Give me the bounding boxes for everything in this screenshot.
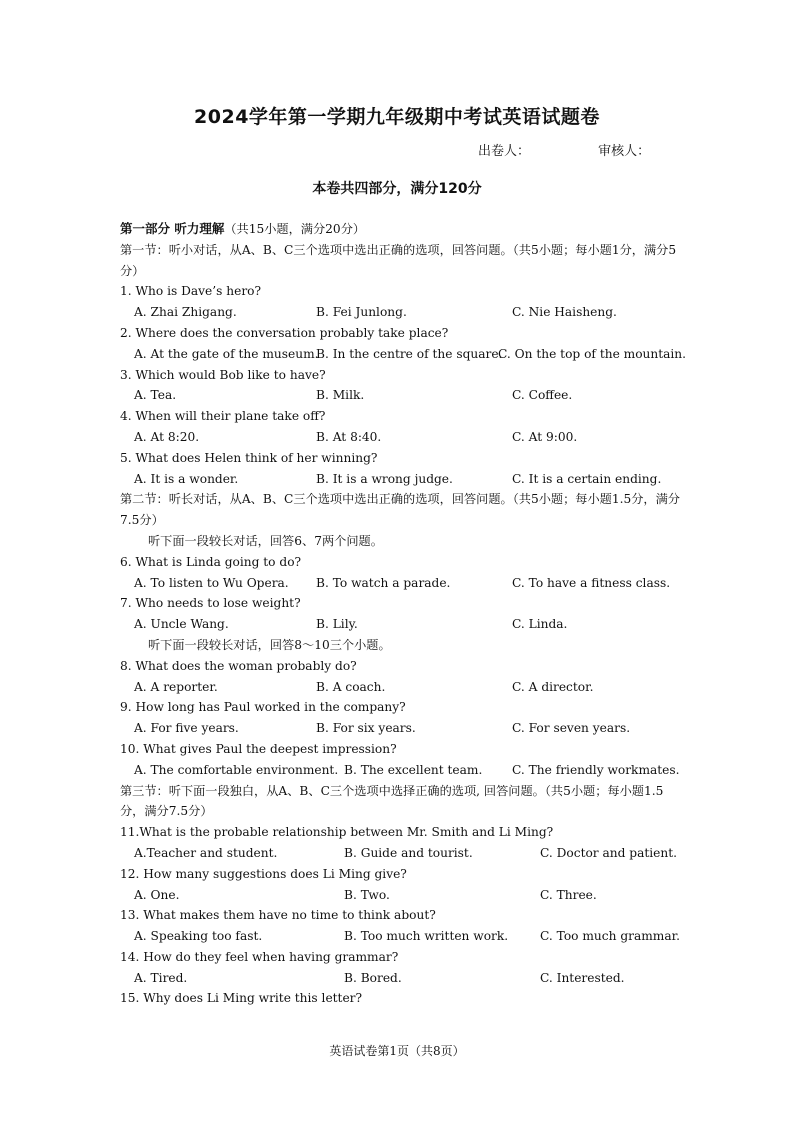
option-3c: C. Coffee. bbox=[512, 388, 573, 403]
exam-body bbox=[120, 219, 687, 1009]
page-footer: 英语试卷第1页（共8页） bbox=[329, 1044, 465, 1058]
option-14c: C. Interested. bbox=[540, 970, 625, 985]
option-2c: C. On the top of the mountain. bbox=[498, 346, 687, 361]
option-6a: A. To listen to Wu Opera. bbox=[134, 575, 289, 590]
option-2b: B. In the centre of the square. bbox=[316, 346, 503, 361]
option-1c: C. Nie Haisheng. bbox=[512, 305, 617, 320]
options-3 bbox=[120, 385, 680, 406]
options-10 bbox=[120, 760, 680, 781]
option-11b: B. Guide and tourist. bbox=[344, 845, 473, 860]
option-4b: B. At 8:40. bbox=[316, 429, 382, 444]
option-9c: C. For seven years. bbox=[512, 721, 631, 736]
option-3a: A. Tea. bbox=[134, 388, 177, 403]
option-12a: A. One. bbox=[134, 887, 180, 902]
option-4c: C. At 9:00. bbox=[512, 429, 578, 444]
question-12: 12. How many suggestions does Li Ming give? bbox=[120, 866, 407, 881]
options-12 bbox=[120, 885, 680, 906]
option-7a: A. Uncle Wang. bbox=[134, 617, 229, 632]
options-7 bbox=[120, 614, 680, 635]
section2-desc: 第二节：听长对话，从A、B、C三个选项中选出正确的选项，回答问题。（共5小题；每小题1.5分，满分7.5分） bbox=[120, 492, 680, 528]
option-12c: C. Three. bbox=[540, 887, 597, 902]
question-13: 13. What makes them have no time to think about? bbox=[120, 908, 436, 923]
option-13a: A. Speaking too fast. bbox=[134, 929, 263, 944]
option-5a: A. It is a wonder. bbox=[134, 471, 239, 486]
option-7b: B. Lily. bbox=[316, 617, 358, 632]
section1-desc: 第一节：听小对话，从A、B、C三个选项中选出正确的选项，回答问题。（共5小题；每小题1分，满分5分） bbox=[120, 242, 677, 278]
option-14b: B. Bored. bbox=[344, 970, 402, 985]
option-1b: B. Fei Junlong. bbox=[316, 305, 407, 320]
option-2a: A. At the gate of the museum. bbox=[134, 346, 319, 361]
options-13 bbox=[120, 926, 680, 947]
setter-label: 出卷人： bbox=[478, 144, 531, 159]
options-5 bbox=[120, 469, 680, 490]
question-15: 15. Why does Li Ming write this letter? bbox=[120, 991, 363, 1006]
option-1a: A. Zhai Zhigang. bbox=[134, 305, 237, 320]
question-3: 3. Which would Bob like to have? bbox=[120, 367, 326, 382]
option-8c: C. A director. bbox=[512, 679, 594, 694]
reviewer-label: 审核人： bbox=[598, 144, 651, 159]
exam-subtitle: 本卷共四部分，满分120分 bbox=[312, 181, 482, 197]
option-7c: C. Linda. bbox=[512, 617, 568, 632]
question-9: 9. How long has Paul worked in the company? bbox=[120, 700, 406, 715]
options-11 bbox=[120, 843, 680, 864]
option-8a: A. A reporter. bbox=[134, 679, 218, 694]
question-10: 10. What gives Paul the deepest impression? bbox=[120, 741, 397, 756]
options-6 bbox=[120, 573, 680, 594]
part1-note: （共15小题，满分20分） bbox=[224, 222, 366, 236]
option-8b: B. A coach. bbox=[316, 679, 386, 694]
option-5b: B. It is a wrong judge. bbox=[316, 471, 453, 486]
option-6c: C. To have a fitness class. bbox=[512, 575, 671, 590]
section3-desc: 第三节：听下面一段独白，从A、B、C三个选项中选择正确的选项, 回答问题。（共5小题；每小题1.5分，满分7.5分） bbox=[120, 783, 664, 819]
options-9 bbox=[120, 718, 680, 739]
option-5c: C. It is a certain ending. bbox=[512, 471, 662, 486]
options-1 bbox=[120, 302, 680, 323]
question-11: 11.What is the probable relationship between Mr. Smith and Li Ming? bbox=[120, 825, 554, 840]
option-14a: A. Tired. bbox=[134, 970, 188, 985]
page-title: 2024学年第一学期九年级期中考试英语试题卷 bbox=[194, 106, 600, 128]
question-5: 5. What does Helen think of her winning? bbox=[120, 450, 378, 465]
option-11a: A.Teacher and student. bbox=[134, 845, 278, 860]
options-2 bbox=[120, 344, 687, 365]
option-12b: B. Two. bbox=[344, 887, 390, 902]
option-6b: B. To watch a parade. bbox=[316, 575, 451, 590]
option-3b: B. Milk. bbox=[316, 388, 365, 403]
intro-6-7: 听下面一段较长对话，回答6、7两个问题。 bbox=[148, 533, 383, 548]
option-11c: C. Doctor and patient. bbox=[540, 845, 677, 860]
question-14: 14. How do they feel when having grammar? bbox=[120, 949, 399, 964]
option-9a: A. For five years. bbox=[134, 721, 239, 736]
question-6: 6. What is Linda going to do? bbox=[120, 554, 302, 569]
options-14 bbox=[120, 968, 680, 989]
options-8 bbox=[120, 677, 680, 698]
question-4: 4. When will their plane take off? bbox=[120, 409, 326, 424]
part1-title: 第一部分 听力理解 bbox=[120, 221, 225, 236]
option-10b: B. The excellent team. bbox=[344, 762, 483, 777]
option-10a: A. The comfortable environment. bbox=[134, 762, 339, 777]
options-4 bbox=[120, 427, 680, 448]
option-4a: A. At 8:20. bbox=[134, 429, 200, 444]
intro-8-10: 听下面一段较长对话，回答8～10三个小题。 bbox=[148, 637, 391, 652]
option-10c: C. The friendly workmates. bbox=[512, 762, 680, 777]
option-13b: B. Too much written work. bbox=[344, 929, 509, 944]
question-1: 1. Who is Dave’s hero? bbox=[120, 284, 262, 299]
credits bbox=[478, 140, 650, 159]
question-7: 7. Who needs to lose weight? bbox=[120, 596, 301, 611]
question-8: 8. What does the woman probably do? bbox=[120, 658, 357, 673]
part1-heading bbox=[120, 219, 680, 240]
option-13c: C. Too much grammar. bbox=[540, 929, 680, 944]
option-9b: B. For six years. bbox=[316, 721, 416, 736]
question-2: 2. Where does the conversation probably take place? bbox=[120, 325, 449, 340]
